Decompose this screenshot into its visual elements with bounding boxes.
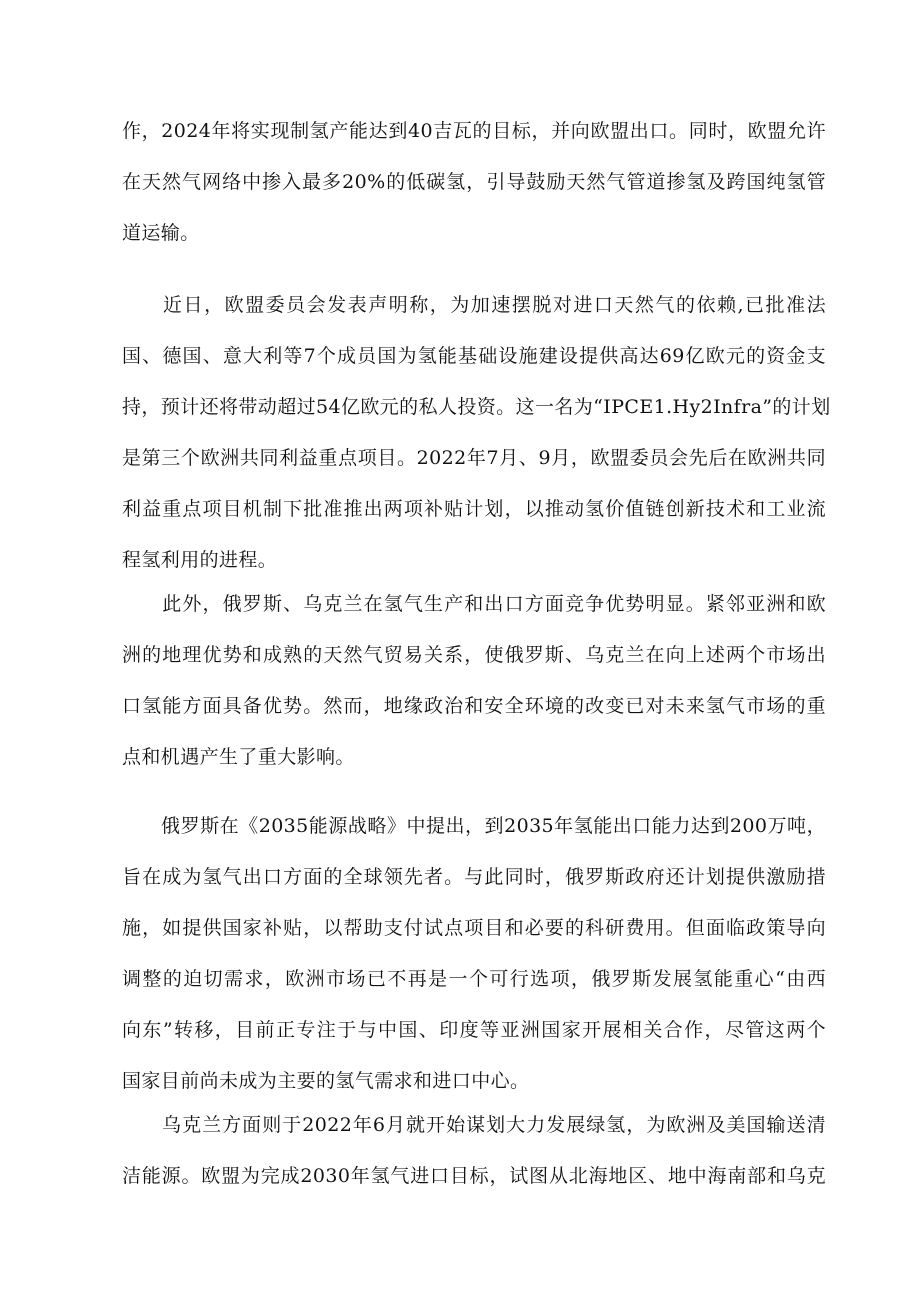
paragraph-line: 在天然气网络中掺入最多20%的低碳氢，引导鼓励天然气管道掺氢及跨国纯氢管 <box>122 171 826 193</box>
paragraph-line: 洲的地理优势和成熟的天然气贸易关系，使俄罗斯、乌克兰在向上述两个市场出 <box>122 644 826 666</box>
paragraph-line: 此外，俄罗斯、乌克兰在氢气生产和出口方面竞争优势明显。紧邻亚洲和欧 <box>122 593 826 615</box>
paragraph-line: 道运输。 <box>122 222 200 244</box>
paragraph-4 <box>122 801 826 1107</box>
paragraph-line: 作，2024年将实现制氢产能达到40吉瓦的目标，并向欧盟出口。同时，欧盟允许 <box>122 120 826 142</box>
paragraph-5 <box>122 1100 826 1202</box>
paragraph-line: 洁能源。欧盟为完成2030年氢气进口目标，试图从北海地区、地中海南部和乌克 <box>122 1165 826 1187</box>
paragraph-line: 乌克兰方面则于2022年6月就开始谋划大力发展绿氢，为欧洲及美国输送清 <box>122 1114 826 1136</box>
paragraph-2 <box>122 280 831 586</box>
paragraph-line: 点和机遇产生了重大影响。 <box>122 746 355 768</box>
paragraph-line: 施，如提供国家补贴，以帮助支付试点项目和必要的科研费用。但面临政策导向 <box>122 917 826 939</box>
paragraph-line: 国、德国、意大利等7个成员国为氢能基础设施建设提供高达69亿欧元的资金支 <box>122 345 826 367</box>
paragraph-line: 向东”转移，目前正专注于与中国、印度等亚洲国家开展相关合作，尽管这两个 <box>122 1019 826 1041</box>
paragraph-line: 调整的迫切需求，欧洲市场已不再是一个可行选项，俄罗斯发展氢能重心“由西 <box>122 968 826 990</box>
paragraph-line: 程氢利用的进程。 <box>122 549 278 571</box>
paragraph-line: 是第三个欧洲共同利益重点项目。2022年7月、9月，欧盟委员会先后在欧洲共同 <box>122 447 826 469</box>
paragraph-line: 口氢能方面具备优势。然而，地缘政治和安全环境的改变已对未来氢气市场的重 <box>122 695 826 717</box>
paragraph-line: 利益重点项目机制下批准推出两项补贴计划，以推动氢价值链创新技术和工业流 <box>122 498 826 520</box>
paragraph-3 <box>122 579 826 783</box>
paragraph-1 <box>122 106 826 259</box>
paragraph-line: 持，预计还将带动超过54亿欧元的私人投资。这一名为“IPCE1.Hy2Infra”的计划 <box>122 396 831 418</box>
paragraph-line: 俄罗斯在《2035能源战略》中提出，到2035年氢能出口能力达到200万吨， <box>122 815 826 837</box>
paragraph-line: 近日，欧盟委员会发表声明称，为加速摆脱对进口天然气的依赖,已批准法 <box>122 294 826 316</box>
paragraph-line: 旨在成为氢气出口方面的全球领先者。与此同时，俄罗斯政府还计划提供激励措 <box>122 866 826 888</box>
paragraph-line: 国家目前尚未成为主要的氢气需求和进口中心。 <box>122 1070 530 1092</box>
